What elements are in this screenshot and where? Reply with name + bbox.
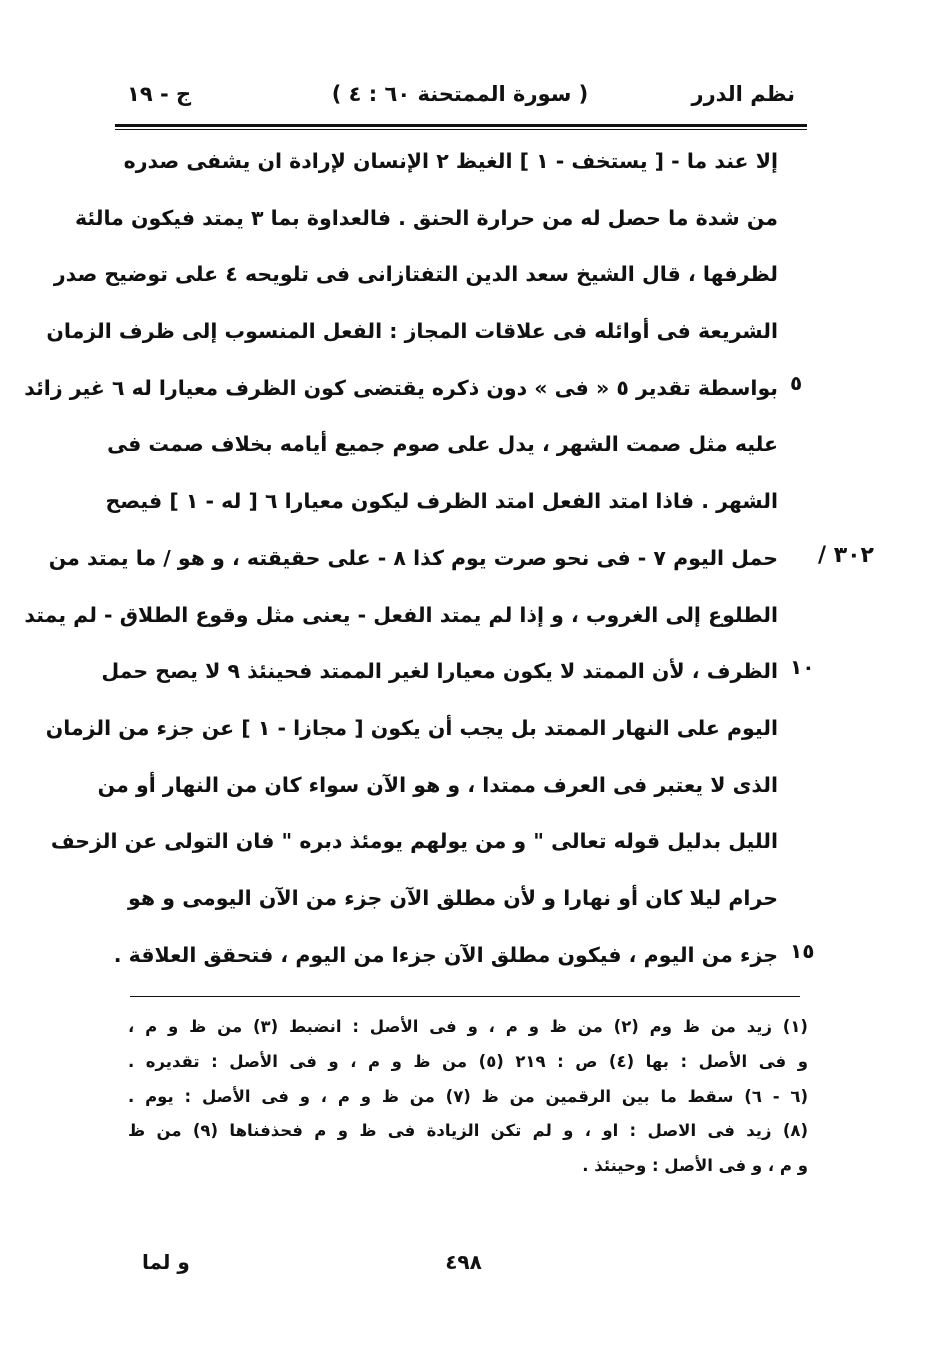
text-line: الشريعة فى أوائله فى علاقات المجاز : الفعل المنسوب إلى ظرف الزمان: [46, 319, 778, 344]
footnote-line: و فى الأصل : بها (٤) ص : ٢١٩ (٥) من ظ و م ، و فى الأصل : تقديره .: [128, 1051, 808, 1071]
text-line: الليل بدليل قوله تعالى " و من يولهم يومئذ دبره " فان التولى عن الزحف: [50, 829, 778, 854]
header-book-title: نظم الدرر: [691, 82, 795, 106]
text-line: حرام ليلا كان أو نهارا و لأن مطلق الآن جزء من الآن اليومى و هو: [128, 885, 778, 910]
header-volume: ج - ١٩: [127, 82, 192, 106]
text-line: من شدة ما حصل له من حرارة الحنق . فالعداوة بما ٣ يمتد فيكون مالئة: [74, 205, 778, 230]
text-line: الشهر . فاذا امتد الفعل امتد الظرف ليكون معيارا ٦ [ له - ١ ] فيصح: [105, 489, 778, 514]
text-line: الذى لا يعتبر فى العرف ممتدا ، و هو الآن سواء كان من النهار أو من: [97, 772, 778, 797]
header-rule-thick: [115, 124, 807, 127]
header-surah-reference: ( سورة الممتحنة ٦٠ : ٤ ): [331, 82, 589, 106]
header-rule-thin: [115, 129, 807, 130]
margin-page-reference: ٣٠٢ /: [818, 543, 874, 568]
text-line: اليوم على النهار الممتد بل يجب أن يكون [ مجازا - ١ ] عن جزء من الزمان: [45, 715, 778, 740]
catchword: و لما: [142, 1250, 190, 1274]
text-line: إلا عند ما - [ يستخف - ١ ] الغيظ ٢ الإنسان لإرادة ان يشفى صدره: [123, 149, 778, 173]
text-line: حمل اليوم ٧ - فى نحو صرت يوم كذا ٨ - على حقيقته ، و هو / ما يمتد من: [48, 545, 778, 570]
line-number-15: ١٥: [790, 939, 815, 963]
main-text: [24, 140, 778, 990]
page-number: ٤٩٨: [445, 1250, 482, 1274]
text-line: لظرفها ، قال الشيخ سعد الدين التفتازانى فى تلويحه ٤ على توضيح صدر: [53, 262, 778, 287]
footnote-line: (٨) زيد فى الاصل : او ، و لم تكن الزيادة فى ظ و م فحذفناها (٩) من ظ: [128, 1121, 809, 1141]
text-line: جزء من اليوم ، فيكون مطلق الآن جزءا من اليوم ، فتحقق العلاقة .: [113, 942, 778, 967]
footnote-line: (٦ - ٦) سقط ما بين الرقمين من ظ (٧) من ظ و م ، و فى الأصل : يوم .: [128, 1086, 808, 1106]
text-line: عليه مثل صمت الشهر ، يدل على صوم جميع أيامه بخلاف صمت فى: [107, 432, 778, 457]
line-number-10: ١٠: [790, 655, 815, 679]
footnotes: [128, 1012, 808, 1186]
running-header: [115, 78, 805, 118]
footnote-line: (١) زيد من ظ وم (٢) من ظ و م ، و فى الأصل : انضبط (٣) من ظ و م ،: [128, 1017, 808, 1036]
text-line: الظرف ، لأن الممتد لا يكون معيارا لغير الممتد فحينئذ ٩ لا يصح حمل: [101, 659, 778, 684]
footnote-line: و م ، و فى الأصل : وحينئذ .: [582, 1156, 808, 1176]
footnote-rule: [130, 996, 800, 997]
text-line: بواسطة تقدير ٥ « فى » دون ذكره يقتضى كون الظرف معيارا له ٦ غير زائد: [24, 375, 778, 400]
text-line: الطلوع إلى الغروب ، و إذا لم يمتد الفعل - يعنى مثل وقوع الطلاق - لم يمتد: [24, 602, 778, 627]
line-number-5: ٥: [790, 371, 803, 395]
